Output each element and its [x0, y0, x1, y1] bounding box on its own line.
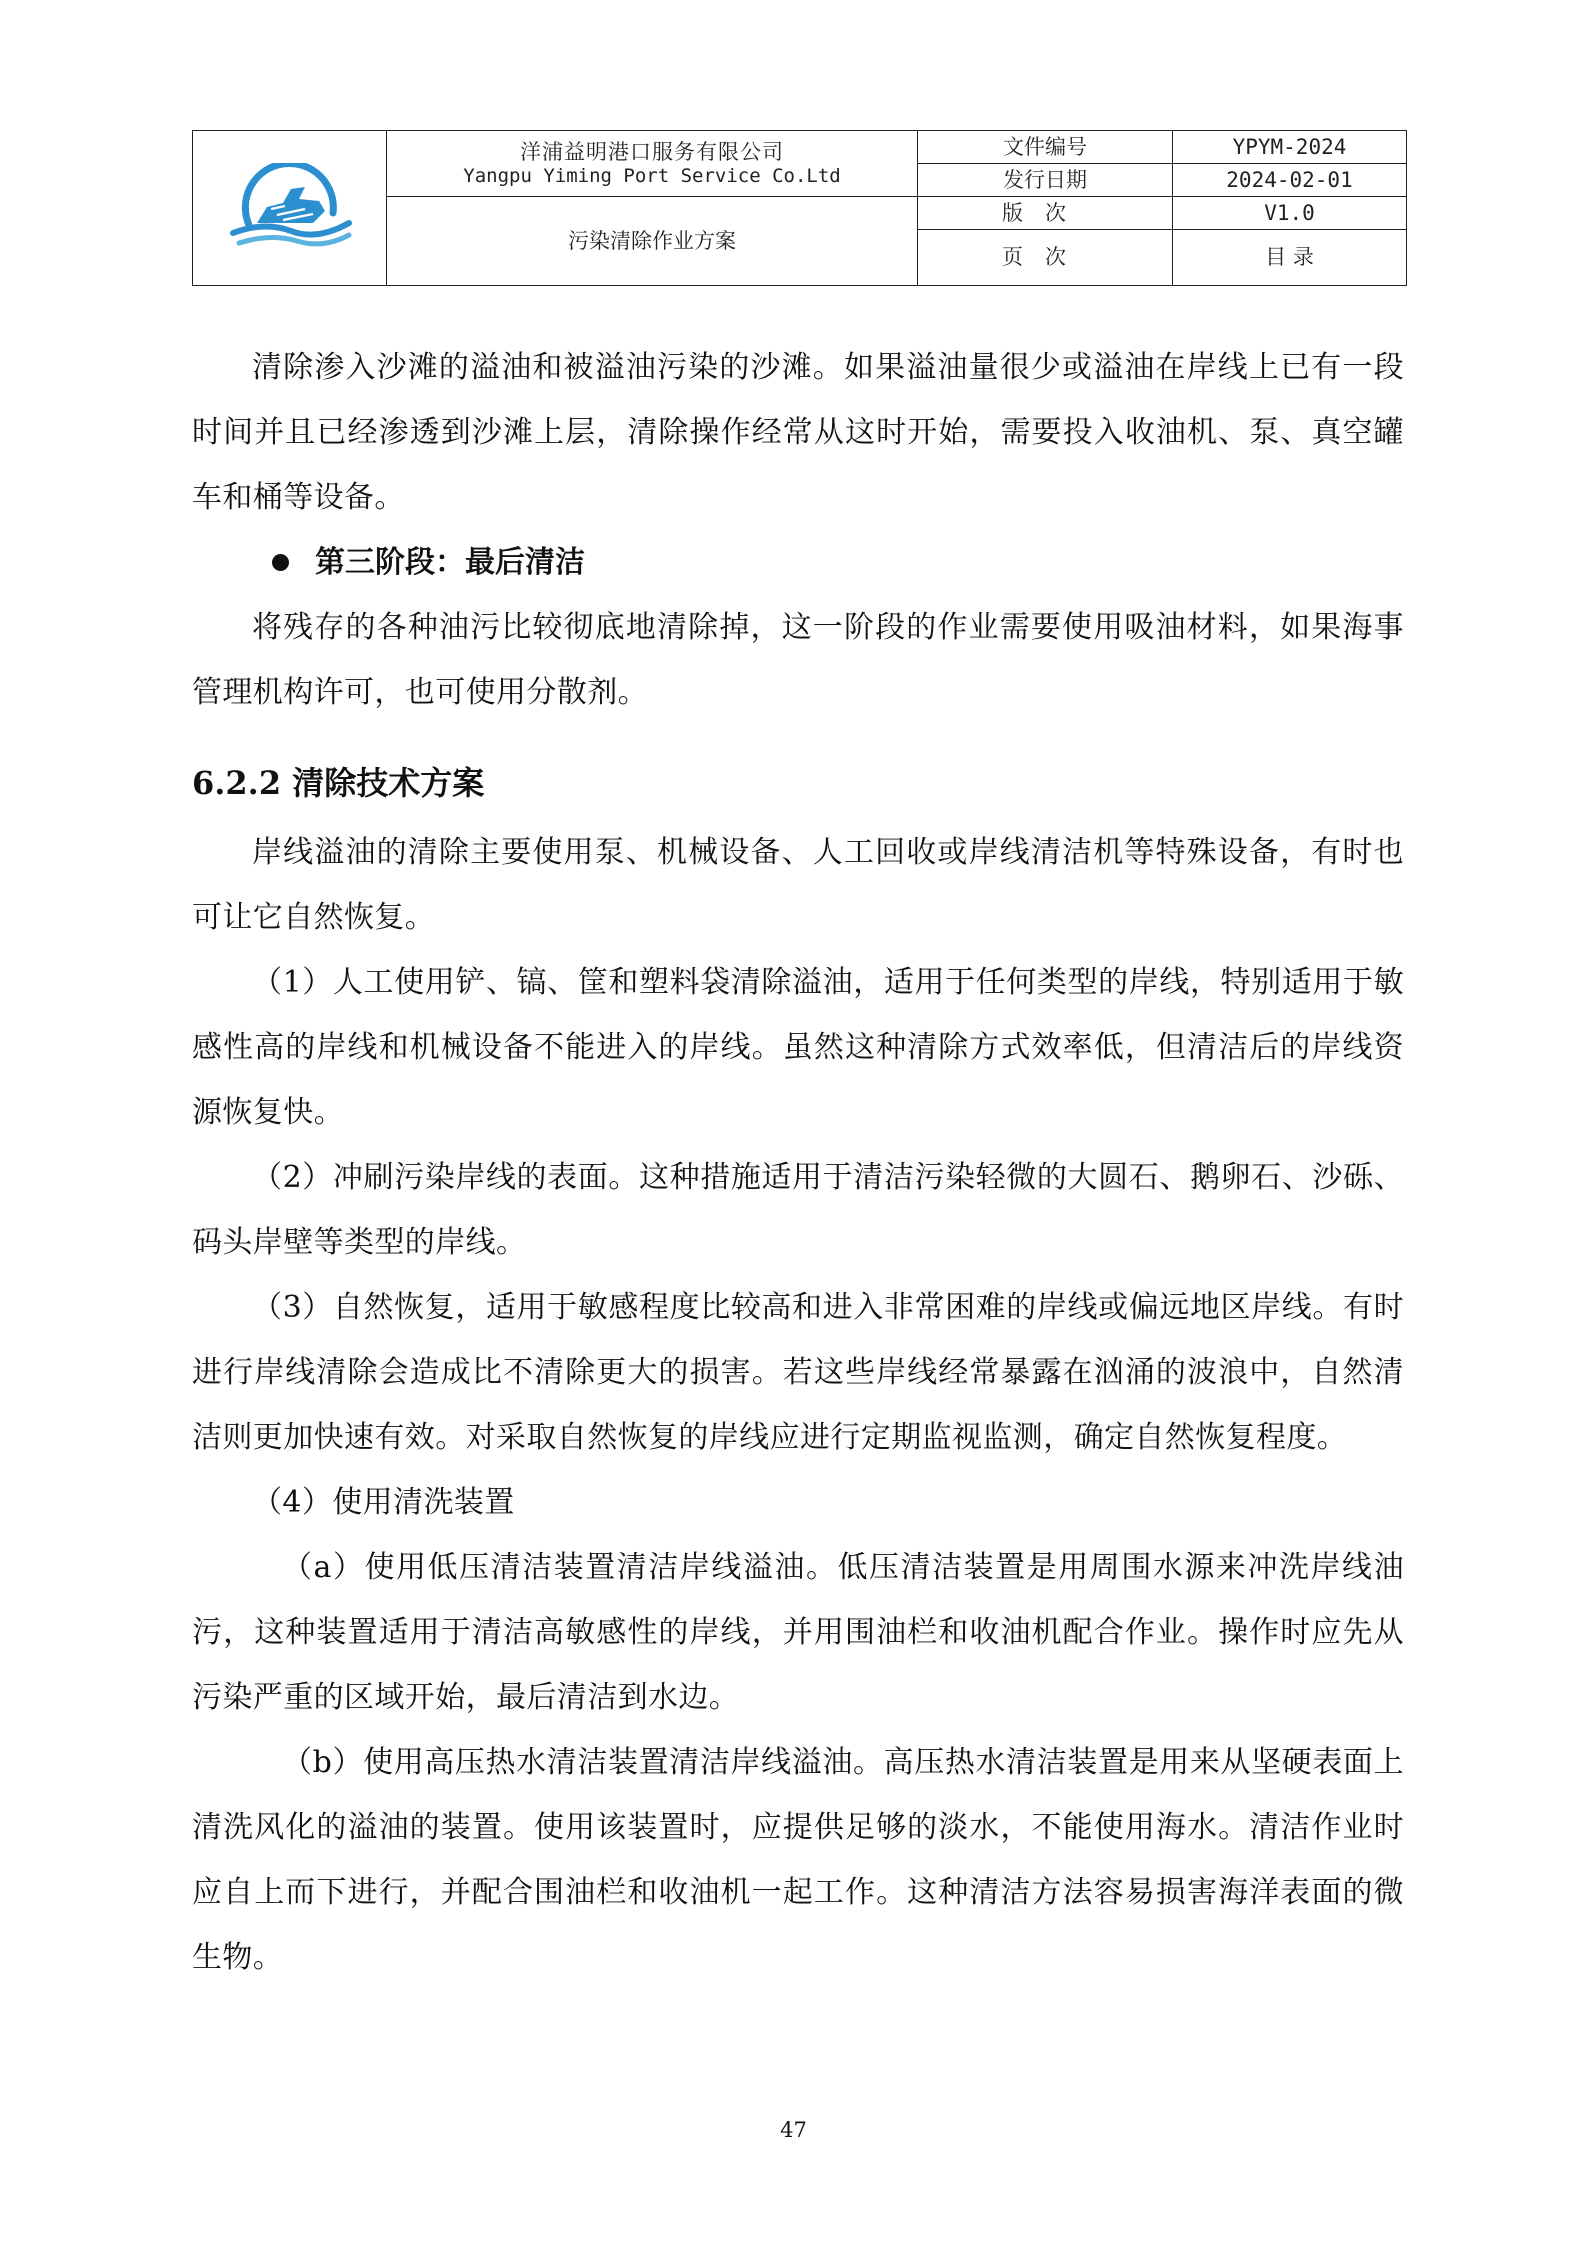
paragraph: （b）使用高压热水清洁装置清洁岸线溢油。高压热水清洁装置是用来从坚硬表面上清洗风化的溢油的装置。使用该装置时，应提供足够的淡水，不能使用海水。清洁作业时应自上而下进行，并配合围油栏和收油机一起工作。这种清洁方法容易损害海洋表面的微生物。 [192, 1745, 1404, 1975]
file-no-label: 文件编号 [918, 131, 1173, 164]
company-name-cell [387, 131, 918, 197]
ship-wave-logo-icon [225, 163, 355, 253]
document-body [192, 335, 1404, 1990]
paragraph: （4）使用清洗装置 [252, 1485, 515, 1520]
paragraph: （a）使用低压清洁装置清洁岸线溢油。低压清洁装置是用周围水源来冲洗岸线油污，这种装置适用于清洁高敏感性的岸线，并用围油栏和收油机配合作业。操作时应先从污染严重的区域开始，最后清洁到水边。 [192, 1550, 1404, 1715]
section-heading: 6.2.2 清除技术方案 [192, 764, 485, 802]
bullet-text: 第三阶段：最后清洁 [315, 545, 585, 580]
version-value: V1.0 [1173, 197, 1407, 230]
paragraph: 清除渗入沙滩的溢油和被溢油污染的沙滩。如果溢油量很少或溢油在岸线上已有一段时间并且已经渗透到沙滩上层，清除操作经常从这时开始，需要投入收油机、泵、真空罐车和桶等设备。 [192, 350, 1404, 515]
document-title: 污染清除作业方案 [387, 197, 918, 286]
paragraph: （2）冲刷污染岸线的表面。这种措施适用于清洁污染轻微的大圆石、鹅卵石、沙砾、码头岸壁等类型的岸线。 [192, 1160, 1404, 1260]
issue-date-value: 2024-02-01 [1173, 164, 1407, 197]
paragraph: （3）自然恢复，适用于敏感程度比较高和进入非常困难的岸线或偏远地区岸线。有时进行岸线清除会造成比不清除更大的损害。若这些岸线经常暴露在汹涌的波浪中，自然清洁则更加快速有效。对采取自然恢复的岸线应进行定期监视监测，确定自然恢复程度。 [192, 1290, 1404, 1455]
paragraph: 岸线溢油的清除主要使用泵、机械设备、人工回收或岸线清洁机等特殊设备，有时也可让它自然恢复。 [192, 835, 1404, 935]
company-name-en: Yangpu Yiming Port Service Co.Ltd [463, 164, 841, 187]
version-label: 版次 [918, 197, 1173, 230]
paragraph: （1）人工使用铲、镐、筐和塑料袋清除溢油，适用于任何类型的岸线，特别适用于敏感性高的岸线和机械设备不能进入的岸线。虽然这种清除方式效率低，但清洁后的岸线资源恢复快。 [192, 965, 1404, 1130]
page-value: 目 录 [1173, 230, 1407, 286]
logo-cell [193, 131, 387, 286]
page-label: 页次 [918, 230, 1173, 286]
bullet-item [192, 530, 1404, 595]
page-number: 47 [780, 2118, 807, 2142]
file-no-value: YPYM-2024 [1173, 131, 1407, 164]
document-header-table [192, 130, 1407, 286]
paragraph: 将残存的各种油污比较彻底地清除掉，这一阶段的作业需要使用吸油材料，如果海事管理机构许可，也可使用分散剂。 [192, 610, 1404, 710]
bullet-dot-icon [272, 554, 289, 571]
company-name-cn: 洋浦益明港口服务有限公司 [520, 139, 784, 164]
issue-date-label: 发行日期 [918, 164, 1173, 197]
